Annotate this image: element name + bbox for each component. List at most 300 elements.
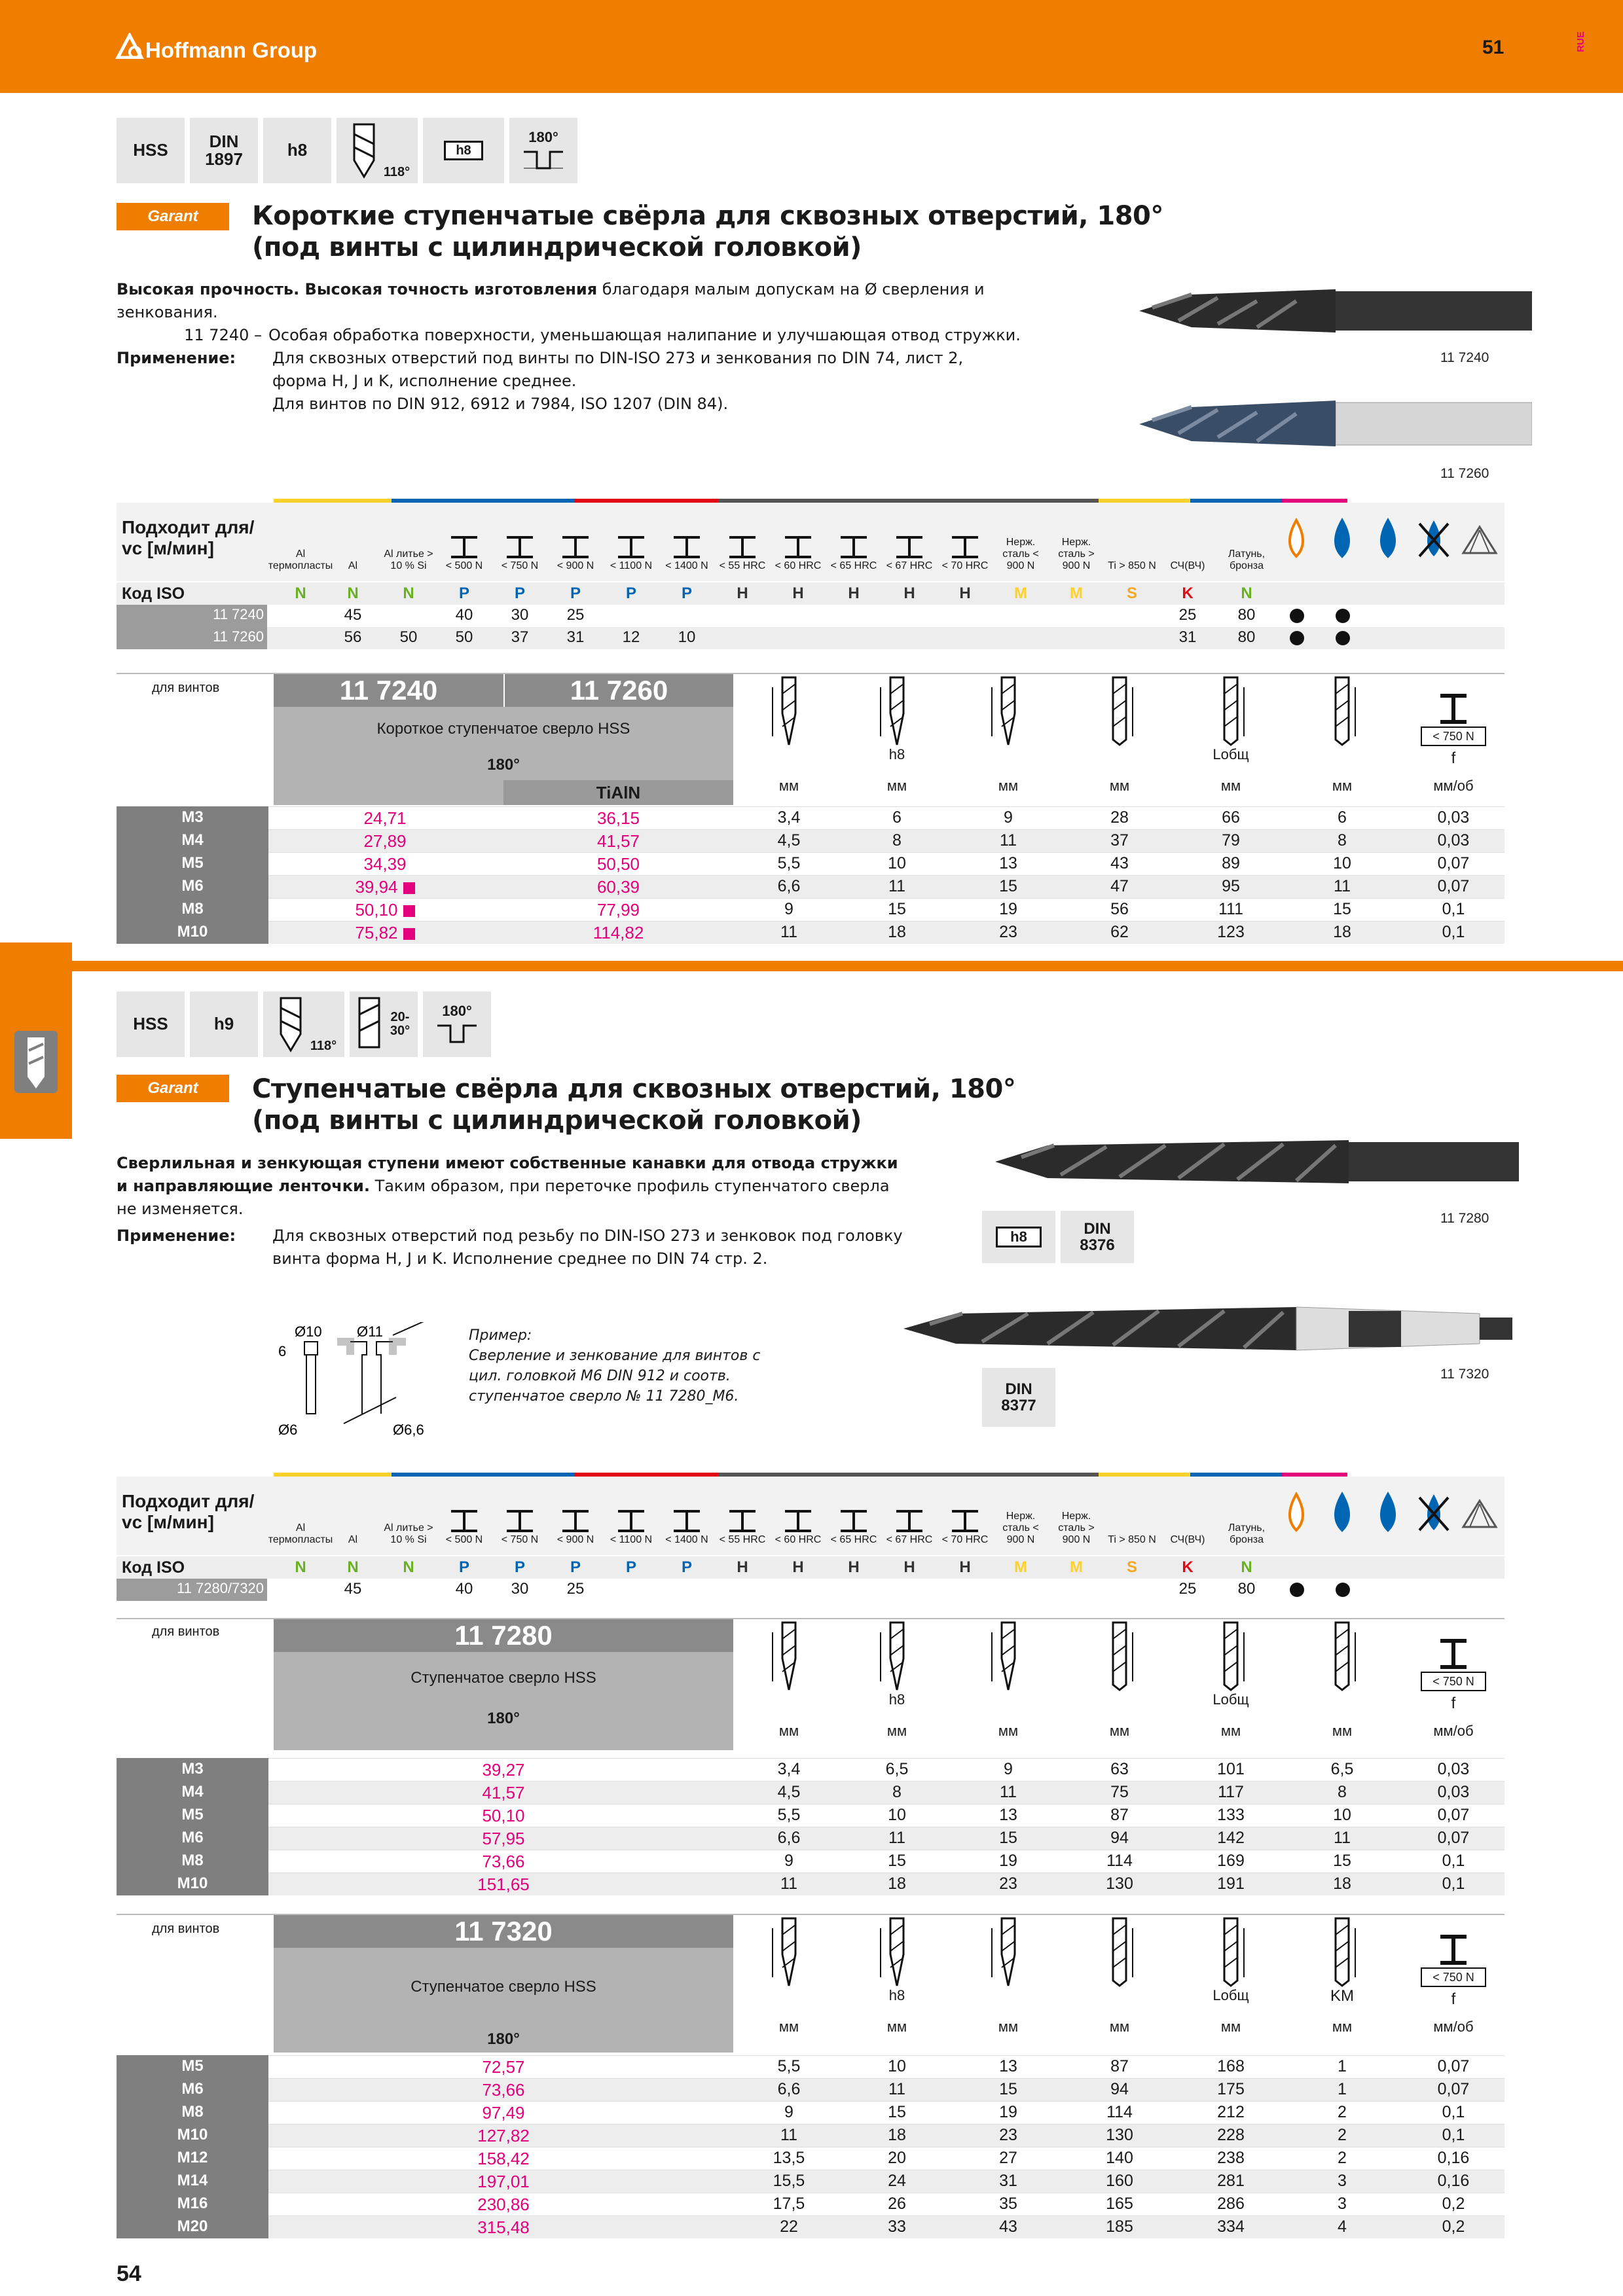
dimension-value: 8: [892, 1783, 902, 1801]
dimension-value: 33: [888, 2217, 906, 2236]
material-col-label: Al: [348, 560, 358, 571]
iso-code: K: [1182, 584, 1194, 602]
dimension-value: 8: [892, 831, 902, 850]
dimension-value: 2: [1338, 2103, 1347, 2121]
screw-size: M12: [177, 2149, 208, 2166]
materials-title: Подходит для/ vc [м/мин]: [122, 517, 255, 558]
unit-label: мм: [1332, 2018, 1353, 2035]
dimension-value: 11: [888, 877, 905, 895]
dimension-value: 101: [1217, 1760, 1245, 1778]
step-length-icon: [956, 1915, 1061, 1987]
dimension-value: 11: [780, 2126, 797, 2144]
steel-beam-icon: [503, 1508, 536, 1534]
steel-beam-icon: [559, 1508, 592, 1534]
screw-size: M5: [181, 1806, 204, 1823]
dimension-value: 1: [1338, 2080, 1347, 2098]
dimension-value: 9: [784, 900, 793, 918]
dimension-value: 23: [999, 1874, 1017, 1893]
dimension-value: 160: [1106, 2172, 1133, 2190]
dimension-value: 18: [1333, 923, 1351, 941]
iso-code: H: [848, 1558, 860, 1576]
dimension-value: 15: [1333, 1852, 1351, 1870]
unit-label: мм: [1332, 778, 1353, 794]
svg-text:6: 6: [278, 1343, 287, 1359]
dimension-value: 5,5: [777, 854, 801, 872]
image-label-117240: 11 7240: [1440, 350, 1489, 365]
dimension-value: 0,1: [1442, 1874, 1465, 1893]
unit-label: мм: [1220, 2018, 1241, 2035]
example-drawing: [265, 1322, 462, 1453]
dimension-value: 0,1: [1442, 2103, 1465, 2121]
price-a: 34,39: [363, 854, 407, 874]
dimension-value: 9: [784, 1852, 793, 1870]
screw-size: M20: [177, 2217, 208, 2235]
svg-text:Ø11: Ø11: [357, 1323, 383, 1340]
price: 315,48: [477, 2217, 530, 2237]
tag-hss: HSS: [117, 118, 185, 183]
material-value: 80: [1237, 606, 1256, 624]
material-col-label: Ti > 850 N: [1108, 560, 1156, 571]
material-col-label: < 1400 N: [665, 560, 708, 571]
price: 73,66: [482, 1852, 525, 1871]
dimension-value: 2: [1338, 2126, 1347, 2144]
dimension-value: 0,1: [1442, 2126, 1465, 2144]
shank-dia-icon: [1290, 674, 1395, 746]
language-code: RUE: [1575, 31, 1586, 52]
step-drill-dia-icon: [737, 1915, 841, 1987]
material-col-12: [938, 1478, 992, 1550]
countersink-tool-icon: [1460, 517, 1499, 563]
flute-length-icon: [1067, 1915, 1172, 1987]
dimension-value: 3,4: [777, 1760, 801, 1778]
tag-din: DIN 1897: [190, 118, 258, 183]
material-col-label: < 65 HRC: [830, 1534, 877, 1545]
coolant-dot: [1290, 609, 1304, 626]
material-col-2: [382, 504, 435, 576]
total-length-icon: [1178, 674, 1283, 746]
material-col-5: [549, 1478, 602, 1550]
dimension-value: 133: [1217, 1806, 1245, 1824]
unit-label: мм: [998, 778, 1019, 794]
price-a: 39,94: [274, 877, 496, 897]
dimension-value: 286: [1217, 2195, 1245, 2213]
unit-label: мм: [1109, 1723, 1130, 1739]
dimension-value: 15: [888, 2103, 906, 2121]
steel-beam-icon: [782, 534, 814, 560]
dimension-value: 0,07: [1437, 877, 1470, 895]
garant-badge: Garant: [117, 203, 229, 230]
iso-code: N: [295, 1558, 306, 1576]
product-angle: 180°: [487, 756, 520, 774]
material-col-6: [604, 504, 658, 576]
material-col-9: [771, 1478, 825, 1550]
price-b: 41,57: [596, 831, 640, 851]
shank-dia-icon: [1290, 1619, 1395, 1691]
material-value: 30: [511, 1580, 529, 1598]
dimension-value: 10: [1333, 1806, 1351, 1824]
dimension-value: 11: [1000, 1783, 1017, 1801]
countersink-tool-icon: [1460, 1491, 1499, 1537]
drill-image-117320: [890, 1293, 1519, 1365]
unit-label: мм/об: [1433, 1723, 1474, 1739]
iso-code: N: [347, 1558, 359, 1576]
price: 158,42: [477, 2149, 530, 2168]
dimension-value: 13,5: [773, 2149, 805, 2167]
dimension-value: 87: [1110, 2057, 1129, 2075]
material-col-14: [1049, 504, 1103, 576]
steel-beam-icon: [559, 534, 592, 560]
screw-size: M8: [181, 2103, 204, 2121]
product-name-3: Ступенчатое сверло HSS: [410, 1978, 596, 1996]
material-col-9: [771, 504, 825, 576]
steel-beam-icon: [615, 534, 647, 560]
dimension-value: 15: [999, 1829, 1017, 1847]
dimension-value: 75: [1110, 1783, 1129, 1801]
step-length-icon: [956, 1619, 1061, 1691]
dimension-value: 228: [1217, 2126, 1245, 2144]
iso-code: H: [737, 1558, 748, 1576]
dimension-value: 24: [888, 2172, 906, 2190]
material-value: 50: [455, 628, 473, 646]
screw-size: M14: [177, 2172, 208, 2189]
material-col-11: [883, 504, 936, 576]
dimension-value: 20: [888, 2149, 906, 2167]
feed-label: f: [1451, 1990, 1456, 2008]
material-col-label: < 70 HRC: [941, 1534, 989, 1545]
unit-label: мм/об: [1433, 778, 1474, 794]
iso-code: N: [403, 1558, 414, 1576]
tag-din-8376: DIN 8376: [1061, 1211, 1134, 1263]
h8-label: h8: [888, 1691, 905, 1708]
iso-code: N: [295, 584, 306, 602]
material-value: 40: [455, 606, 473, 624]
material-value: 37: [511, 628, 529, 646]
force-label: < 750 N: [1421, 726, 1486, 746]
tag-h9: h9: [190, 992, 258, 1057]
screw-size: M8: [181, 1852, 204, 1869]
steel-beam-icon: [670, 1508, 703, 1534]
unit-label: мм: [1220, 1723, 1241, 1739]
steel-beam-icon: [893, 1508, 926, 1534]
dimension-value: 0,07: [1437, 2057, 1470, 2075]
dimension-value: 114: [1106, 2103, 1133, 2121]
dimension-value: 19: [999, 2103, 1017, 2121]
total-length-icon: [1178, 1619, 1283, 1691]
image-label-117260: 11 7260: [1440, 466, 1489, 481]
steel-beam-icon: [949, 534, 981, 560]
material-col-label: < 65 HRC: [830, 560, 877, 571]
step-length-icon: [956, 674, 1061, 746]
material-col-4: [493, 1478, 547, 1550]
example-text: Пример: Сверление и зенкование для винтов с цил. головкой M6 DIN 912 и соотв. ступенчатое сверло № 11 7280_M6.: [469, 1327, 761, 1405]
iso-code: H: [903, 584, 915, 602]
dimension-value: 6,6: [777, 877, 801, 895]
screw-size: M3: [181, 1760, 204, 1778]
dimension-value: 10: [1333, 854, 1351, 872]
h8-label: h8: [888, 1987, 905, 2003]
material-col-label: Ti > 850 N: [1108, 1534, 1156, 1545]
dry-icon: [1414, 1491, 1453, 1537]
material-col-14: [1049, 1478, 1103, 1550]
material-col-label: СЧ(ВЧ): [1170, 1534, 1205, 1545]
dimension-value: 28: [1110, 808, 1129, 827]
unit-label: мм: [1109, 778, 1130, 794]
dimension-value: 11: [888, 1829, 905, 1847]
drill-category-icon: [14, 1031, 58, 1093]
screw-size: M6: [181, 2080, 204, 2098]
screw-size: M5: [181, 2057, 204, 2075]
dimension-value: 0,03: [1437, 1783, 1470, 1801]
material-col-16: [1161, 1478, 1214, 1550]
countersink-dia-icon: [845, 1915, 949, 1987]
dimension-value: 3: [1338, 2172, 1347, 2190]
price: 230,86: [477, 2195, 530, 2214]
steel-beam-icon: [615, 1508, 647, 1534]
material-col-11: [883, 1478, 936, 1550]
price: 151,65: [477, 1874, 530, 1894]
dimension-value: 15: [888, 1852, 906, 1870]
unit-label: мм: [886, 778, 907, 794]
iso-code: H: [959, 584, 971, 602]
for-screws-label: для винтов: [152, 681, 220, 695]
dimension-value: 11: [780, 923, 797, 941]
brand-name: Hoffmann Group: [145, 38, 318, 62]
dimension-value: 13: [999, 2057, 1017, 2075]
dimension-value: 22: [780, 2217, 798, 2236]
screw-size: M6: [181, 1829, 204, 1846]
material-col-label: < 60 HRC: [775, 1534, 822, 1545]
step-drill-dia-icon: [737, 1619, 841, 1691]
price-b: 60,39: [596, 877, 640, 897]
material-value: 45: [344, 606, 362, 624]
material-value: 12: [622, 628, 640, 646]
price: 50,10: [482, 1806, 525, 1825]
dimension-value: 19: [999, 900, 1017, 918]
price-a: 24,71: [363, 808, 407, 828]
steel-beam-icon: [726, 534, 759, 560]
unit-label: мм: [886, 2018, 907, 2035]
material-value: 10: [678, 628, 696, 646]
dimension-value: 3: [1338, 2195, 1347, 2213]
price: 97,49: [482, 2103, 525, 2123]
tag-din-8377: DIN 8377: [982, 1368, 1055, 1427]
steel-beam-icon: [726, 1508, 759, 1534]
shank-dia-icon: [1290, 1915, 1395, 1987]
dimension-value: 11: [780, 1874, 797, 1893]
material-col-label: < 1100 N: [610, 1534, 653, 1545]
dimension-value: 0,1: [1442, 900, 1465, 918]
dimension-value: 111: [1218, 900, 1243, 918]
steel-beam-icon: [448, 534, 481, 560]
material-value: 30: [511, 606, 529, 624]
price: 72,57: [482, 2057, 525, 2077]
material-col-1: [326, 1478, 380, 1550]
coolant-drop-icon: [1322, 517, 1362, 563]
price-b: 50,50: [596, 854, 640, 874]
material-value: 45: [344, 1580, 362, 1598]
material-row-code: 11 7260: [213, 628, 264, 645]
material-value: 40: [455, 1580, 473, 1598]
material-col-label: Нерж. сталь > 900 N: [1058, 537, 1095, 571]
section2-title: Ступенчатые свёрла для сквозных отверстий, 180° (под винты с цилиндрической головкой): [252, 1074, 1016, 1136]
iso-code: P: [570, 1558, 581, 1576]
new-marker-icon: [403, 882, 415, 894]
screw-size: M16: [177, 2195, 208, 2212]
dimension-value: 0,07: [1437, 854, 1470, 872]
dimension-value: 31: [999, 2172, 1017, 2190]
coolant-dot: [1336, 1583, 1350, 1600]
steel-beam-icon: [949, 1508, 981, 1534]
price-b: 77,99: [596, 900, 640, 920]
unit-label: мм: [998, 2018, 1019, 2035]
material-col-label: Al термопласты: [268, 548, 333, 571]
new-marker-icon: [403, 928, 415, 940]
steel-beam-icon: [503, 534, 536, 560]
unit-label: мм: [778, 1723, 799, 1739]
product-code-117320: 11 7320: [274, 1915, 733, 1948]
image-label-117280: 11 7280: [1440, 1211, 1489, 1226]
material-col-16: [1161, 504, 1214, 576]
material-col-4: [493, 504, 547, 576]
dimension-value: 18: [1333, 1874, 1351, 1893]
dimension-value: 95: [1222, 877, 1240, 895]
price: 127,82: [477, 2126, 530, 2145]
coolant-dot: [1290, 631, 1304, 649]
dimension-value: 94: [1110, 1829, 1129, 1847]
unit-label: мм: [778, 2018, 799, 2035]
tag-point-angle: 118°: [337, 118, 418, 183]
screw-size: M5: [181, 854, 204, 872]
dimension-value: 334: [1217, 2217, 1245, 2236]
dimension-value: 3,4: [777, 808, 801, 827]
unit-label: мм: [778, 778, 799, 794]
drill-point-icon: [344, 121, 384, 180]
screw-size: M4: [181, 831, 204, 849]
dimension-value: 66: [1222, 808, 1240, 827]
material-col-label: < 55 HRC: [719, 560, 766, 571]
iso-code: P: [625, 1558, 636, 1576]
dimension-value: 0,1: [1442, 923, 1465, 941]
steel-beam-icon: [837, 1508, 870, 1534]
coating-label: TiAlN: [503, 780, 733, 805]
material-value: 25: [1178, 606, 1197, 624]
dimension-value: 23: [999, 2126, 1017, 2144]
material-col-7: [660, 1478, 714, 1550]
price: 197,01: [477, 2172, 530, 2191]
dimension-value: 212: [1217, 2103, 1245, 2121]
oil-drop-icon: [1277, 1491, 1316, 1537]
feed-label: f: [1451, 1695, 1456, 1712]
material-value: 25: [566, 1580, 585, 1598]
product-name: Короткое ступенчатое сверло HSS: [376, 720, 630, 738]
total-length-icon: [1178, 1915, 1283, 1987]
dimension-value: 15: [999, 877, 1017, 895]
dimension-value: 0,03: [1437, 1760, 1470, 1778]
material-col-label: Al: [348, 1534, 358, 1545]
for-screws-label-2: для винтов: [152, 1624, 220, 1639]
material-col-13: [994, 1478, 1048, 1550]
svg-text:Ø10: Ø10: [295, 1323, 322, 1340]
dimension-value: 18: [888, 923, 906, 941]
dimension-value: 10: [888, 854, 906, 872]
dimension-value: 35: [999, 2195, 1017, 2213]
dimension-value: 0,07: [1437, 2080, 1470, 2098]
iso-code: K: [1182, 1558, 1194, 1576]
dimension-value: 11: [1334, 877, 1351, 895]
km-label: KM: [1330, 1987, 1354, 2005]
material-value: 31: [566, 628, 585, 646]
dimension-value: 117: [1218, 1783, 1244, 1801]
dimension-value: 27: [999, 2149, 1017, 2167]
new-marker-icon: [403, 905, 415, 917]
materials-title-2: Подходит для/ vc [м/мин]: [122, 1491, 255, 1532]
steel-beam-icon: [448, 1508, 481, 1534]
flute-length-icon: [1067, 674, 1172, 746]
countersink-icon: [520, 145, 566, 171]
feed-label: f: [1451, 749, 1456, 767]
page-number-top: 51: [1482, 37, 1504, 58]
oil-drop-icon: [1277, 517, 1316, 563]
force-label: < 750 N: [1421, 1672, 1486, 1691]
drill-image-117260: [1113, 386, 1532, 465]
dimension-value: 165: [1106, 2195, 1133, 2213]
screw-size: M10: [177, 2126, 208, 2144]
material-col-3: [437, 504, 491, 576]
dimension-value: 56: [1110, 900, 1129, 918]
material-col-10: [827, 504, 881, 576]
countersink-dia-icon: [845, 1619, 949, 1691]
dimension-value: 87: [1110, 1806, 1129, 1824]
material-col-label: Латунь, бронза: [1228, 1522, 1266, 1545]
coolant-dot: [1336, 609, 1350, 626]
dimension-value: 13: [999, 854, 1017, 872]
dimension-value: 0,2: [1442, 2195, 1465, 2213]
dimension-value: 13: [999, 1806, 1017, 1824]
dimension-value: 47: [1110, 877, 1129, 895]
iso-code: P: [514, 584, 525, 602]
material-col-13: [994, 504, 1048, 576]
tag-shank-h8: h8: [423, 118, 504, 183]
tag-180-2: 180°: [423, 992, 491, 1057]
material-col-2: [382, 1478, 435, 1550]
dimension-value: 4,5: [777, 1783, 801, 1801]
screw-size: M4: [181, 1783, 204, 1801]
dimension-value: 18: [888, 2126, 906, 2144]
tag-h8-2: h8: [982, 1211, 1055, 1263]
dimension-value: 130: [1106, 2126, 1133, 2144]
drill-image-117240: [1113, 275, 1532, 353]
iso-code: P: [570, 584, 581, 602]
iso-code: H: [792, 584, 804, 602]
dimension-value: 79: [1222, 831, 1240, 850]
material-col-label: < 1400 N: [665, 1534, 708, 1545]
price: 57,95: [482, 1829, 525, 1848]
price: 41,57: [482, 1783, 525, 1803]
material-col-label: < 60 HRC: [775, 560, 822, 571]
iso-code: H: [903, 1558, 915, 1576]
tag-helix-angle: 20-30°: [350, 992, 418, 1057]
dimension-value: 10: [888, 1806, 906, 1824]
material-value: 25: [1178, 1580, 1197, 1598]
dimension-value: 169: [1217, 1852, 1245, 1870]
section-divider: [72, 961, 1623, 971]
dimension-value: 6,6: [777, 2080, 801, 2098]
material-col-label: СЧ(ВЧ): [1170, 560, 1205, 571]
iso-code: P: [458, 1558, 469, 1576]
dimension-value: 11: [888, 2080, 905, 2098]
mist-icon: [1368, 1491, 1408, 1537]
material-col-12: [938, 504, 992, 576]
